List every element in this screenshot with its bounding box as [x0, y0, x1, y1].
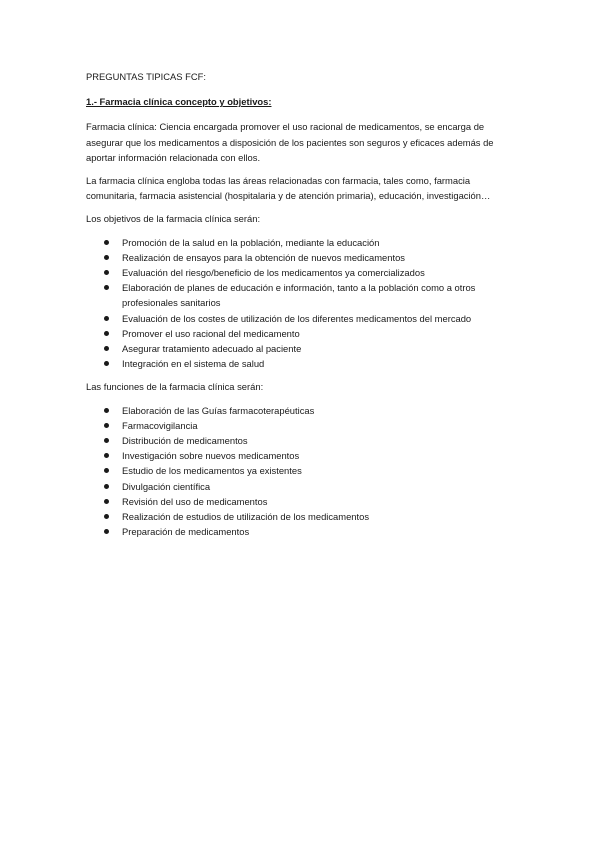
bullet-icon [104, 408, 109, 413]
document-title: PREGUNTAS TIPICAS FCF: [86, 71, 206, 82]
bullet-icon [104, 468, 109, 473]
list-item-text: Evaluación del riesgo/beneficio de los medicamentos ya comercializados [122, 267, 425, 279]
list-item-text: Investigación sobre nuevos medicamentos [122, 450, 300, 462]
bullet-icon [104, 484, 109, 489]
objectives-list [86, 235, 516, 372]
bullet-icon [104, 285, 109, 290]
list-item [86, 235, 516, 250]
bullet-icon [104, 438, 109, 443]
bullet-icon [104, 361, 109, 366]
bullet-icon [104, 331, 109, 336]
list-item-text: Preparación de medicamentos [122, 526, 250, 538]
definition-paragraph: Farmacia clínica: Ciencia encargada promover el uso racional de medicamentos, se encarga de asegurar que los medicamentos a disposición de los pacientes son seguros y eficaces además de aportar información relacionada con ellos. [86, 121, 494, 163]
list-item [86, 509, 516, 524]
list-item-text: Elaboración de planes de educación e información, tanto a la población como a otros profesionales sanitarios [122, 282, 476, 309]
list-item [86, 341, 516, 356]
section-heading: 1.- Farmacia clínica concepto y objetivos: [86, 96, 272, 108]
document-content [86, 69, 516, 547]
list-item-text: Realización de ensayos para la obtención de nuevos medicamentos [122, 251, 405, 263]
list-item [86, 250, 516, 265]
list-item-text: Distribución de medicamentos [122, 435, 248, 447]
bullet-icon [104, 514, 109, 519]
list-item-text: Promover el uso racional del medicamento [122, 327, 300, 339]
bullet-icon [104, 270, 109, 275]
list-item-text: Integración en el sistema de salud [122, 358, 265, 370]
list-item [86, 463, 516, 478]
bullet-icon [104, 499, 109, 504]
bullet-icon [104, 346, 109, 351]
list-item-text: Evaluación de los costes de utilización de los diferentes medicamentos del mercado [122, 312, 472, 324]
list-item-text: Elaboración de las Guías farmacoterapéuticas [122, 404, 315, 416]
objectives-intro: Los objetivos de la farmacia clínica serán: [86, 213, 261, 225]
bullet-icon [104, 453, 109, 458]
list-item-text: Farmacovigilancia [122, 419, 198, 431]
bullet-icon [104, 316, 109, 321]
areas-paragraph: La farmacia clínica engloba todas las áreas relacionadas con farmacia, tales como, farmacia comunitaria, farmacia asistencial (hospitalaria y de atención primaria), educación, investigación… [86, 175, 491, 202]
bullet-icon [104, 255, 109, 260]
list-item [86, 403, 516, 418]
list-item [86, 326, 516, 341]
list-item [86, 524, 516, 539]
list-item-text: Promoción de la salud en la población, mediante la educación [122, 236, 380, 248]
list-item [86, 356, 516, 371]
list-item [86, 433, 516, 448]
bullet-icon [104, 423, 109, 428]
list-item [86, 265, 516, 280]
list-item-text: Revisión del uso de medicamentos [122, 495, 268, 507]
functions-list [86, 403, 516, 540]
list-item-text: Realización de estudios de utilización de los medicamentos [122, 511, 370, 523]
list-item [86, 479, 516, 494]
list-item [86, 418, 516, 433]
list-item [86, 448, 516, 463]
list-item-text: Asegurar tratamiento adecuado al paciente [122, 343, 302, 355]
list-item-text: Estudio de los medicamentos ya existentes [122, 465, 302, 477]
list-item [86, 311, 516, 326]
list-item [86, 494, 516, 509]
bullet-icon [104, 240, 109, 245]
list-item-text: Divulgación científica [122, 480, 211, 492]
functions-intro: Las funciones de la farmacia clínica serán: [86, 381, 264, 393]
list-item [86, 280, 516, 310]
bullet-icon [104, 529, 109, 534]
